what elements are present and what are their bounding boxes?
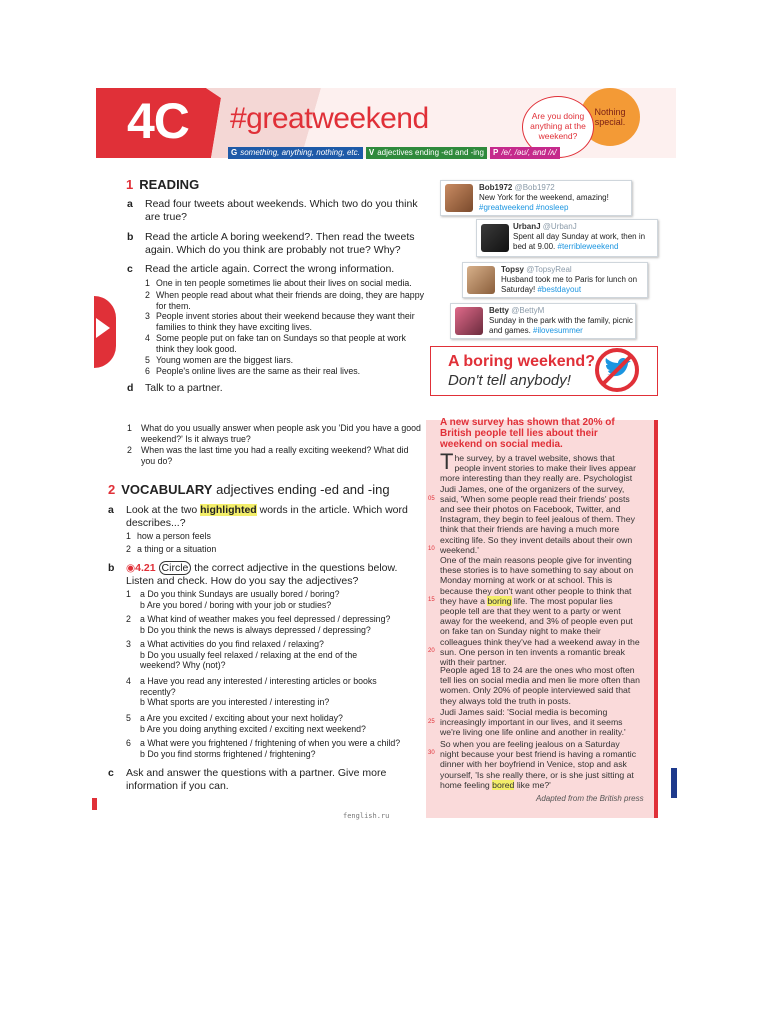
vocab-tag: V adjectives ending -ed and -ing (366, 147, 487, 159)
avatar (467, 266, 495, 294)
line-number: 20 (428, 648, 435, 654)
page-edge-tab (671, 768, 677, 798)
question-bubble: Are you doing anything at the weekend? (522, 96, 594, 158)
vocab-b-letter: b (108, 562, 115, 574)
list-item: 4 Some people put on fake tan on Sundays so that people at work think they look good. (145, 333, 406, 354)
reading-heading: 1 READING (126, 177, 200, 192)
article-paragraph: People aged 18 to 24 are the ones who most often tell lies on social media and men lie more often than women. Only 20% of people interviewed said that they always told the truth in posts. (440, 665, 640, 706)
list-item: 1 a Do you think Sundays are usually bored / boring? b Are you bored / boring with your job or studies? (126, 589, 340, 610)
tweet-name: Betty (489, 306, 510, 315)
tweet-text: Sunday in the park with the family, picnic and games. (489, 316, 633, 335)
list-item: 2 a What kind of weather makes you feel depressed / depressing? b Do you think the news is always depressed / depressing? (126, 614, 391, 635)
grammar-tag: G something, anything, nothing, etc. (228, 147, 363, 159)
line-number: 10 (428, 546, 435, 552)
tweet-text: New York for the weekend, amazing! (479, 193, 609, 202)
list-item: 3 a What activities do you find relaxed / relaxing? b Do you usually feel relaxed / relaxing at the end of the weekend? Why (not)? (126, 639, 358, 670)
tweet-card (440, 180, 632, 216)
play-arrow-icon (96, 318, 110, 338)
tweet-hashtags: #greatweekend #nosleep (479, 203, 569, 212)
highlight-bored: bored (492, 779, 515, 790)
tweet-hashtags: #ilovesummer (533, 326, 583, 335)
vocab-a-letter: a (108, 504, 114, 516)
article-subtitle: Don't tell anybody! (448, 372, 571, 389)
lesson-tags (228, 147, 668, 159)
vocab-heading: 2 VOCABULARY adjectives ending -ed and -ing (108, 482, 390, 497)
unit-title: #greatweekend (230, 102, 429, 135)
tweet-hashtags: #terribleweekend (557, 242, 619, 251)
vocab-c-text: Ask and answer the questions with a partner. Give more information if you can. (126, 767, 387, 792)
list-item: 1 how a person feels (126, 531, 211, 541)
audio-icon[interactable]: ◉4.21 (126, 562, 156, 574)
list-item: 2 a thing or a situation (126, 544, 217, 554)
pronunciation-tag: P /e/, /əʊ/, and /ʌ/ (490, 147, 560, 159)
avatar (481, 224, 509, 252)
tweet-name: Bob1972 (479, 183, 513, 192)
list-item: 5 a Are you excited / exciting about your next holiday? b Are you doing anything excited / exciting next weekend? (126, 713, 366, 734)
answer-bubble: Nothing special. (580, 88, 640, 146)
tweet-text: Husband took me to Paris for lunch on Saturday! (501, 275, 638, 294)
list-item: 4 a Have you read any interested / interesting articles or books recently? b What sports are you interested / interesting in? (126, 676, 377, 707)
avatar (445, 184, 473, 212)
tweet-card (462, 262, 648, 298)
reading-a-letter: a (127, 198, 133, 210)
tweet-name: Topsy (501, 265, 524, 274)
reading-d-letter: d (127, 382, 134, 394)
vocab-b-text: ◉4.21 Circle the correct adjective in the questions below. Listen and check. How do you say the adjectives? (126, 562, 398, 587)
reading-a-text: Read four tweets about weekends. Which two do you think are true? (145, 198, 418, 223)
list-item: 2 When people read about what their friends are doing, they are happy for them. (145, 290, 424, 311)
list-item: 6 a What were you frightened / frightening of when you were a child? b Do you find storms frightened / frightening? (126, 738, 401, 759)
vocab-c-letter: c (108, 767, 114, 779)
unit-number: 4C (127, 93, 189, 149)
list-item: 2 When was the last time you had a really exciting weekend? What did you do? (127, 445, 409, 466)
reading-d-text: Talk to a partner. (145, 382, 223, 394)
line-number: 25 (428, 719, 435, 725)
no-twitter-icon (594, 347, 640, 393)
vocab-a-text: Look at the two highlighted words in the article. Which word describes...? (126, 504, 408, 529)
article-border (654, 420, 658, 818)
tweet-hashtags: #bestdayout (537, 285, 582, 294)
list-item: 1 What do you usually answer when people ask you 'Did you have a good weekend?' Is it always true? (127, 423, 421, 444)
tweet-handle: @Bob1972 (514, 183, 555, 192)
tweet-handle: @TopsyReal (526, 265, 572, 274)
line-number: 05 (428, 496, 435, 502)
line-number: 15 (428, 597, 435, 603)
list-item: 3 People invent stories about their weekend because they want their families to think they have exciting lives. (145, 311, 415, 332)
tweet-handle: @UrbanJ (542, 222, 577, 231)
tweet-card (450, 303, 636, 339)
article-title: A boring weekend? (448, 353, 595, 370)
article-paragraph: One of the main reasons people give for inventing these stories is to have something to say about on Monday morning at work or at school. This is because they don't want other people to think that they have a boring life. The most popular lies people tell are that they went to a party or went away for the weekend, and 3% of people even put on fake tan on Sunday night to make their colleagues think they've had a weekend away in the sun. One person in ten invents a romantic break with their partner. (440, 555, 640, 668)
article-paragraph: The survey, by a travel website, shows that people invent stories to make their lives appear more interesting than they really are. Psychologist Judi James, one of the organizers of the survey, said, 'When some people read their friends' posts and see their photos on Facebook, Twitter, and Instagram, they begin to feel jealous of them. They think that their friends are having a much more exciting life. So they invent details about their own weekend.' (440, 449, 637, 555)
article-headline: A new survey has shown that 20% of British people tell lies about their weekend on social media. (440, 417, 615, 450)
reading-b-letter: b (127, 231, 134, 243)
highlight-boring: boring (487, 595, 512, 606)
avatar (455, 307, 483, 335)
tweet-text: Spent all day Sunday at work, then in bed at 9.00. (513, 232, 646, 251)
tweet-handle: @BettyM (511, 306, 545, 315)
tweet-card (476, 219, 658, 257)
footer-watermark: fenglish.ru (343, 812, 390, 820)
page-marker (92, 798, 97, 810)
article-paragraph: So when you are feeling jealous on a Saturday night because your best friend is having a romantic dinner with her boyfriend in Venice, stop and ask yourself, 'Is she really there, or is she just sitting at home feeling bored like me?' (440, 739, 637, 790)
list-item: 1 One in ten people sometimes lie about their lives on social media. (145, 278, 412, 288)
reading-c-letter: c (127, 263, 133, 275)
tweet-name: UrbanJ (513, 222, 541, 231)
article-paragraph: Judi James said: 'Social media is becoming increasingly important in our lives, and it seems we're living one life online and another in reality.' (440, 707, 626, 738)
list-item: 5 Young women are the biggest liars. (145, 355, 294, 365)
reading-c-text: Read the article again. Correct the wrong information. (145, 263, 395, 275)
line-number: 30 (428, 750, 435, 756)
drop-cap: T (440, 449, 454, 474)
reading-b-text: Read the article A boring weekend?. Then read the tweets again. Which do you think are probably not true? Why? (145, 231, 415, 256)
list-item: 6 People's online lives are the same as their real lives. (145, 366, 361, 376)
article-source: Adapted from the British press (536, 794, 644, 803)
